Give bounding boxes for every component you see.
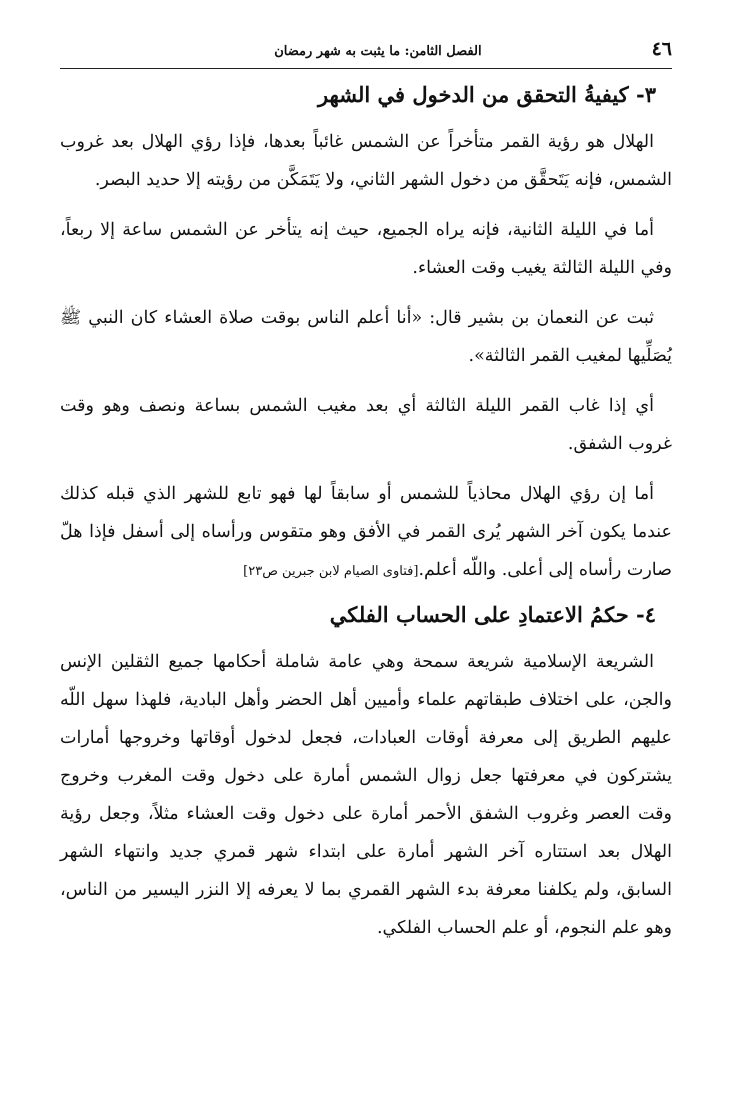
chapter-title: الفصل الثامن: ما يثبت به شهر رمضان <box>274 44 482 59</box>
running-header <box>60 38 672 68</box>
paragraph: أي إذا غاب القمر الليلة الثالثة أي بعد مغيب الشمس بساعة ونصف وهو وقت غروب الشفق. <box>60 396 672 454</box>
paragraph: الشريعة الإسلامية شريعة سمحة وهي عامة شاملة أحكامها جميع الثقلين الإنس والجن، على اختلاف طبقاتهم علماء وأميين أهل الحضر وأهل البادية، فلهذا سهل اللّه عليهم الطريق إلى معرفة أوقات العبادات، فجعل لدخول أوقاتها وخروجها أمارات يشتركون في معرفتها جعل زوال الشمس أمارة على دخول وقت المغرب وخروج وقت العصر وغروب الشفق الأحمر أمارة على دخول وقت العشاء مثلاً، وجعل رؤية الهلال بعد استتاره آخر الشهر أمارة على ابتداء شهر قمري جديد وانتهاء الشهر السابق، ولم يكلفنا معرفة بدء الشهر القمري بما لا يعرفه إلا النزر اليسير من الناس، وهو علم النجوم، أو علم الحساب الفلكي. <box>60 652 672 938</box>
header-divider <box>60 68 672 69</box>
page-number: ٤٦ <box>651 38 672 60</box>
paragraph: ثبت عن النعمان بن بشير قال: «أنا أعلم الناس بوقت صلاة العشاء كان النبي ﷺ يُصَلِّيها لمغيب القمر الثالثة». <box>60 308 672 366</box>
section-heading-4: ٤- حكمُ الاعتمادِ على الحساب الفلكي <box>329 602 656 627</box>
citation: [فتاوى الصيام لابن جبرين ص٢٣] <box>243 564 419 579</box>
book-page <box>60 38 672 1078</box>
paragraph-with-citation <box>60 475 672 591</box>
paragraph: الهلال هو رؤية القمر متأخراً عن الشمس غائباً بعدها، فإذا رؤي الهلال بعد غروب الشمس، فإنه يَتَحقَّق من دخول الشهر الثاني، ولا يَتَمَكَّن من رؤيته إلا حديد البصر. <box>60 132 672 190</box>
paragraph-text: أما إن رؤي الهلال محاذياً للشمس أو سابقاً لها فهو تابع للشهر الذي قبله كذلك عندما يكون آخر الشهر يُرى القمر في الأفق وهو متقوس ورأساه إلى أسفل فإذا هلّ صارت رأساه إلى أعلى. واللّه أعلم. <box>60 484 672 580</box>
section-heading-3: ٣- كيفيةُ التحقق من الدخول في الشهر <box>317 82 656 107</box>
paragraph: أما في الليلة الثانية، فإنه يراه الجميع، حيث إنه يتأخر عن الشمس ساعة إلا ربعاً، وفي الليلة الثالثة يغيب وقت العشاء. <box>60 220 672 278</box>
